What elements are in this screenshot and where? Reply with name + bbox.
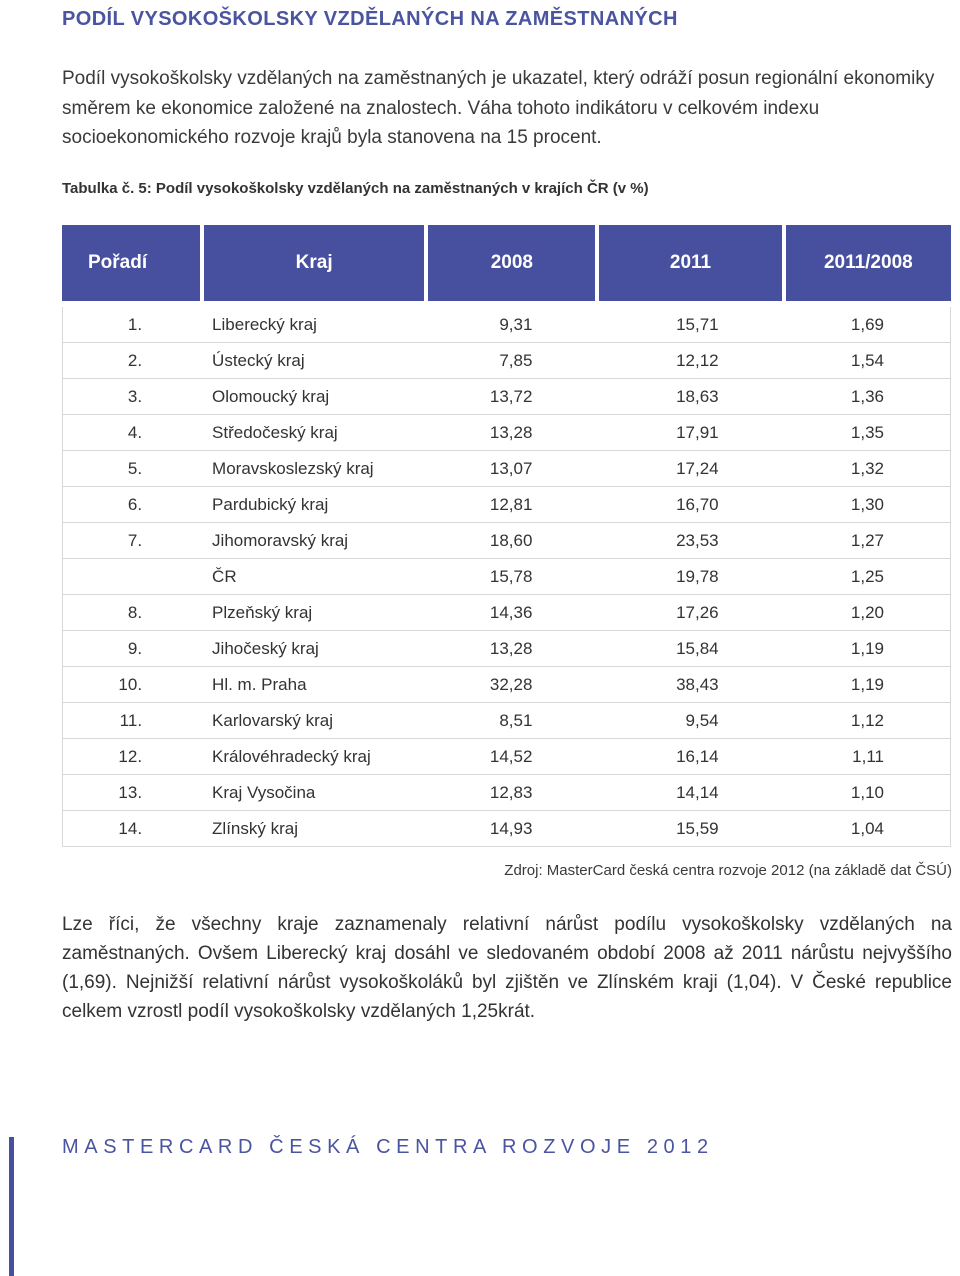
cell-rank: 12. xyxy=(62,739,204,775)
cell-rank xyxy=(62,559,204,595)
cell-2011: 16,14 xyxy=(599,739,785,775)
cell-rank: 1. xyxy=(62,307,204,343)
cell-region: Zlínský kraj xyxy=(204,811,428,847)
table-row xyxy=(62,631,951,667)
header-rank: Pořadí xyxy=(62,225,204,301)
cell-region: Karlovarský kraj xyxy=(204,703,428,739)
cell-2008: 18,60 xyxy=(428,523,599,559)
cell-2011: 9,54 xyxy=(599,703,785,739)
header-2008: 2008 xyxy=(428,225,599,301)
cell-region: Jihočeský kraj xyxy=(204,631,428,667)
cell-ratio: 1,54 xyxy=(786,343,951,379)
cell-2008: 32,28 xyxy=(428,667,599,703)
cell-region: Středočeský kraj xyxy=(204,415,428,451)
cell-2008: 7,85 xyxy=(428,343,599,379)
cell-2011: 23,53 xyxy=(599,523,785,559)
cell-rank: 2. xyxy=(62,343,204,379)
cell-2011: 12,12 xyxy=(599,343,785,379)
cell-region: Ústecký kraj xyxy=(204,343,428,379)
cell-rank: 8. xyxy=(62,595,204,631)
footer-accent-bar xyxy=(9,1137,14,1276)
table-row xyxy=(62,343,951,379)
cell-ratio: 1,19 xyxy=(786,667,951,703)
table-row xyxy=(62,739,951,775)
cell-ratio: 1,27 xyxy=(786,523,951,559)
table-row xyxy=(62,415,951,451)
table-row xyxy=(62,523,951,559)
cell-rank: 14. xyxy=(62,811,204,847)
cell-2011: 15,59 xyxy=(599,811,785,847)
table-row xyxy=(62,595,951,631)
cell-region: Olomoucký kraj xyxy=(204,379,428,415)
section-heading: PODÍL VYSOKOŠKOLSKY VZDĚLANÝCH NA ZAMĚSTNANÝCH xyxy=(62,8,678,30)
cell-ratio: 1,19 xyxy=(786,631,951,667)
table-row xyxy=(62,703,951,739)
cell-ratio: 1,25 xyxy=(786,559,951,595)
table-body xyxy=(62,301,951,847)
cell-2008: 14,52 xyxy=(428,739,599,775)
cell-rank: 4. xyxy=(62,415,204,451)
table-caption: Tabulka č. 5: Podíl vysokoškolsky vzdělaných na zaměstnaných v krajích ČR (v %) xyxy=(62,180,649,197)
cell-rank: 10. xyxy=(62,667,204,703)
cell-rank: 3. xyxy=(62,379,204,415)
cell-ratio: 1,10 xyxy=(786,775,951,811)
cell-2011: 19,78 xyxy=(599,559,785,595)
cell-2008: 13,07 xyxy=(428,451,599,487)
table-row xyxy=(62,379,951,415)
table-row xyxy=(62,487,951,523)
table-source: Zdroj: MasterCard česká centra rozvoje 2012 (na základě dat ČSÚ) xyxy=(504,862,952,879)
cell-2008: 8,51 xyxy=(428,703,599,739)
cell-ratio: 1,36 xyxy=(786,379,951,415)
cell-ratio: 1,11 xyxy=(786,739,951,775)
cell-region: Moravskoslezský kraj xyxy=(204,451,428,487)
cell-ratio: 1,35 xyxy=(786,415,951,451)
cell-2011: 14,14 xyxy=(599,775,785,811)
cell-2011: 17,91 xyxy=(599,415,785,451)
cell-2008: 14,36 xyxy=(428,595,599,631)
cell-2008: 13,28 xyxy=(428,631,599,667)
cell-region: Liberecký kraj xyxy=(204,307,428,343)
cell-rank: 13. xyxy=(62,775,204,811)
intro-paragraph: Podíl vysokoškolsky vzdělaných na zaměstnaných je ukazatel, který odráží posun regionální ekonomiky směrem ke ekonomice založené na znalostech. Váha tohoto indikátoru v celkovém indexu socioekonomického rozvoje krajů byla stanovena na 15 procent. xyxy=(62,68,935,148)
cell-2008: 12,83 xyxy=(428,775,599,811)
cell-region: Plzeňský kraj xyxy=(204,595,428,631)
cell-2011: 38,43 xyxy=(599,667,785,703)
cell-ratio: 1,32 xyxy=(786,451,951,487)
cell-2011: 15,84 xyxy=(599,631,785,667)
table-header-row xyxy=(62,225,951,301)
table-row xyxy=(62,307,951,343)
footer-title: MASTERCARD ČESKÁ CENTRA ROZVOJE 2012 xyxy=(62,1136,714,1158)
cell-region: Pardubický kraj xyxy=(204,487,428,523)
conclusion-paragraph: Lze říci, že všechny kraje zaznamenaly relativní nárůst podílu vysokoškolsky vzdělaných na zaměstnaných. Ovšem Liberecký kraj dosáhl ve sledovaném období 2008 až 2011 nárůstu nejvyššího (1,69). Nejnižší relativní nárůst vysokoškoláků byl zjištěn ve Zlínském kraji (1,04). V České republice celkem vzrostl podíl vysokoškolsky vzdělaných 1,25krát. xyxy=(62,914,952,1022)
table-row xyxy=(62,559,951,595)
cell-2008: 14,93 xyxy=(428,811,599,847)
cell-2008: 13,72 xyxy=(428,379,599,415)
cell-ratio: 1,69 xyxy=(786,307,951,343)
table-row xyxy=(62,775,951,811)
cell-region: Kraj Vysočina xyxy=(204,775,428,811)
header-region: Kraj xyxy=(204,225,428,301)
cell-2011: 18,63 xyxy=(599,379,785,415)
cell-2008: 9,31 xyxy=(428,307,599,343)
cell-rank: 5. xyxy=(62,451,204,487)
table-row xyxy=(62,667,951,703)
header-2011: 2011 xyxy=(599,225,785,301)
table-row xyxy=(62,451,951,487)
cell-rank: 9. xyxy=(62,631,204,667)
cell-2011: 17,24 xyxy=(599,451,785,487)
cell-region: Hl. m. Praha xyxy=(204,667,428,703)
cell-ratio: 1,20 xyxy=(786,595,951,631)
cell-region: ČR xyxy=(204,559,428,595)
cell-2011: 15,71 xyxy=(599,307,785,343)
cell-2011: 16,70 xyxy=(599,487,785,523)
cell-ratio: 1,12 xyxy=(786,703,951,739)
cell-rank: 7. xyxy=(62,523,204,559)
cell-region: Jihomoravský kraj xyxy=(204,523,428,559)
cell-2011: 17,26 xyxy=(599,595,785,631)
cell-rank: 6. xyxy=(62,487,204,523)
cell-2008: 15,78 xyxy=(428,559,599,595)
header-ratio: 2011/2008 xyxy=(786,225,951,301)
cell-2008: 12,81 xyxy=(428,487,599,523)
regions-table xyxy=(62,225,951,847)
table-row xyxy=(62,811,951,847)
cell-ratio: 1,30 xyxy=(786,487,951,523)
cell-region: Královéhradecký kraj xyxy=(204,739,428,775)
cell-2008: 13,28 xyxy=(428,415,599,451)
cell-ratio: 1,04 xyxy=(786,811,951,847)
cell-rank: 11. xyxy=(62,703,204,739)
